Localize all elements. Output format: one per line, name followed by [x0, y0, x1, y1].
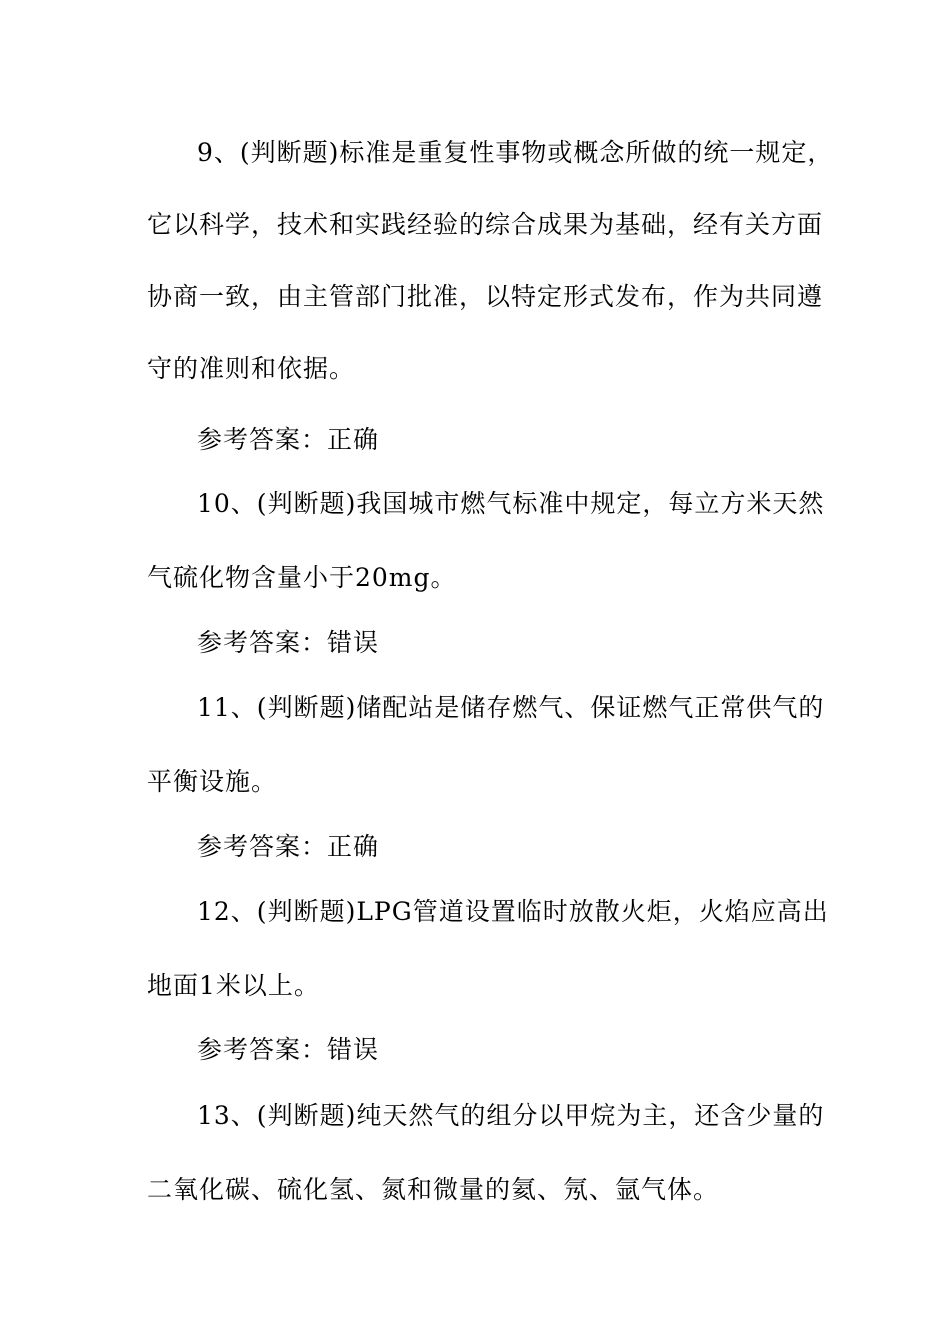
question-10-answer: 参考答案：错误	[197, 628, 380, 657]
question-11-line-1: 11、(判断题)储配站是储存燃气、保证燃气正常供气的	[197, 693, 825, 722]
question-9-line-3: 协商一致，由主管部门批准，以特定形式发布，作为共同遵	[147, 282, 824, 311]
question-9-line-1: 9、(判断题)标准是重复性事物或概念所做的统一规定，	[197, 138, 834, 167]
question-12-line-1: 12、(判断题)LPG管道设置临时放散火炬，火焰应高出	[197, 897, 829, 926]
question-11-answer: 参考答案：正确	[197, 832, 380, 861]
question-12-answer: 参考答案：错误	[197, 1035, 380, 1064]
question-9-line-4: 守的准则和依据。	[147, 354, 356, 383]
question-11-line-2: 平衡设施。	[147, 767, 278, 796]
question-9-answer: 参考答案：正确	[197, 425, 380, 454]
question-13-line-2: 二氧化碳、硫化氢、氮和微量的氦、氖、氩气体。	[147, 1175, 720, 1204]
question-10-line-1: 10、(判断题)我国城市燃气标准中规定，每立方米天然	[197, 489, 825, 518]
question-12-line-2: 地面1米以上。	[147, 971, 320, 1000]
question-13-line-1: 13、(判断题)纯天然气的组分以甲烷为主，还含少量的	[197, 1101, 825, 1130]
question-10-line-2: 气硫化物含量小于20mg。	[147, 563, 457, 592]
question-9-line-2: 它以科学，技术和实践经验的综合成果为基础，经有关方面	[147, 210, 824, 239]
